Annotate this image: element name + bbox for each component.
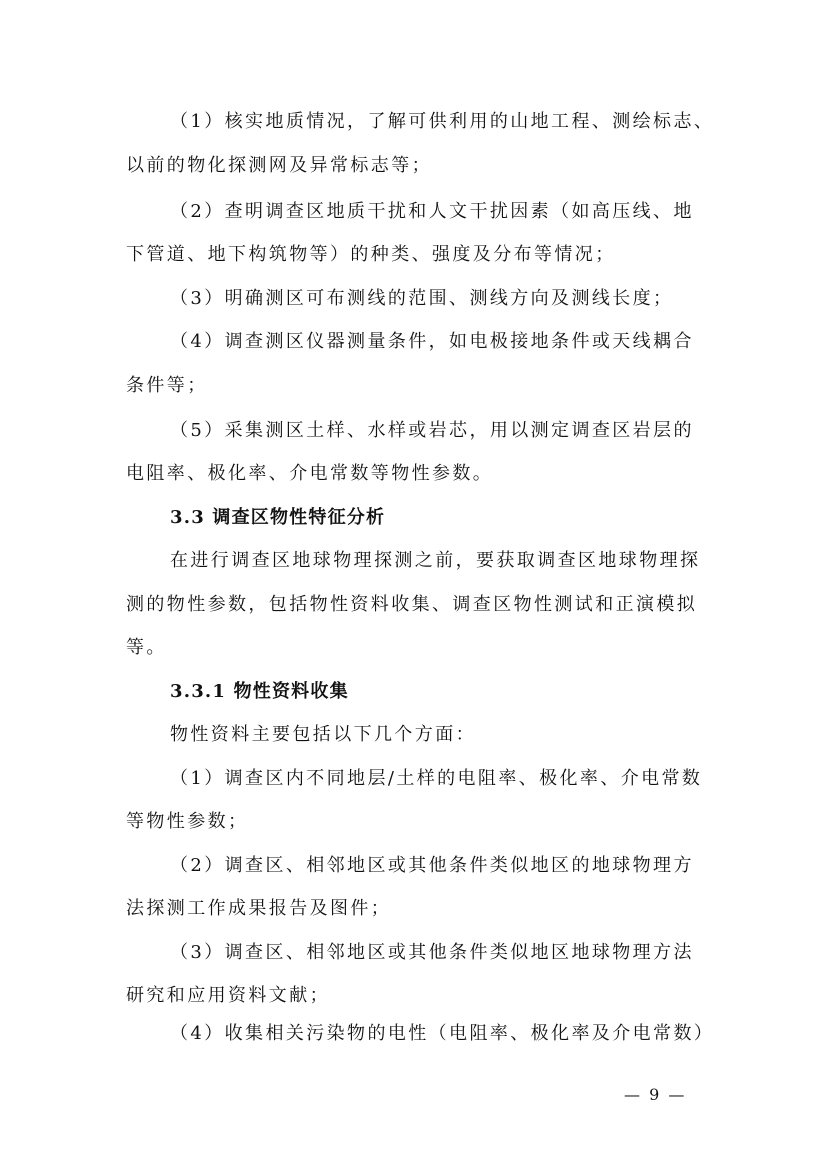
paragraph-line: （3）调查区、相邻地区或其他条件类似地区地球物理方法 xyxy=(170,942,694,963)
paragraph-line: 在进行调查区地球物理探测之前，要获取调查区地球物理探 xyxy=(170,550,701,571)
section-heading-3-3-1: 3.3.1 物性资料收集 xyxy=(170,681,349,702)
paragraph-line: 法探测工作成果报告及图件； xyxy=(126,898,392,919)
paragraph-line: （1）核实地质情况，了解可供利用的山地工程、测绘标志、 xyxy=(170,111,715,132)
paragraph-line: （4）调查测区仪器测量条件，如电极接地条件或天线耦合 xyxy=(170,331,694,352)
paragraph-line: 等物性参数； xyxy=(126,811,249,832)
paragraph-line: 等。 xyxy=(126,637,167,658)
page-number: — 9 — xyxy=(624,1085,687,1104)
paragraph-line: （5）采集测区土样、水样或岩芯，用以测定调查区岩层的 xyxy=(170,420,694,441)
section-heading-3-3: 3.3 调查区物性特征分析 xyxy=(170,507,386,528)
paragraph-line: （3）明确测区可布测线的范围、测线方向及测线长度； xyxy=(170,288,674,309)
paragraph-line: 以前的物化探测网及异常标志等； xyxy=(126,155,432,176)
paragraph-line: 电阻率、极化率、介电常数等物性参数。 xyxy=(126,463,494,484)
paragraph-line: （2）调查区、相邻地区或其他条件类似地区的地球物理方 xyxy=(170,855,694,876)
paragraph-line: （1）调查区内不同地层/土样的电阻率、极化率、介电常数 xyxy=(170,768,703,789)
paragraph-line: （4）收集相关污染物的电性（电阻率、极化率及介电常数） xyxy=(170,1023,715,1044)
paragraph-line: 下管道、地下构筑物等）的种类、强度及分布等情况； xyxy=(126,244,616,265)
paragraph-line: 研究和应用资料文献； xyxy=(126,985,330,1006)
paragraph-line: 条件等； xyxy=(126,375,208,396)
paragraph-line: 物性资料主要包括以下几个方面： xyxy=(170,724,476,745)
paragraph-line: （2）查明调查区地质干扰和人文干扰因素（如高压线、地 xyxy=(170,201,694,222)
paragraph-line: 测的物性参数，包括物性资料收集、调查区物性测试和正演模拟 xyxy=(126,594,698,615)
